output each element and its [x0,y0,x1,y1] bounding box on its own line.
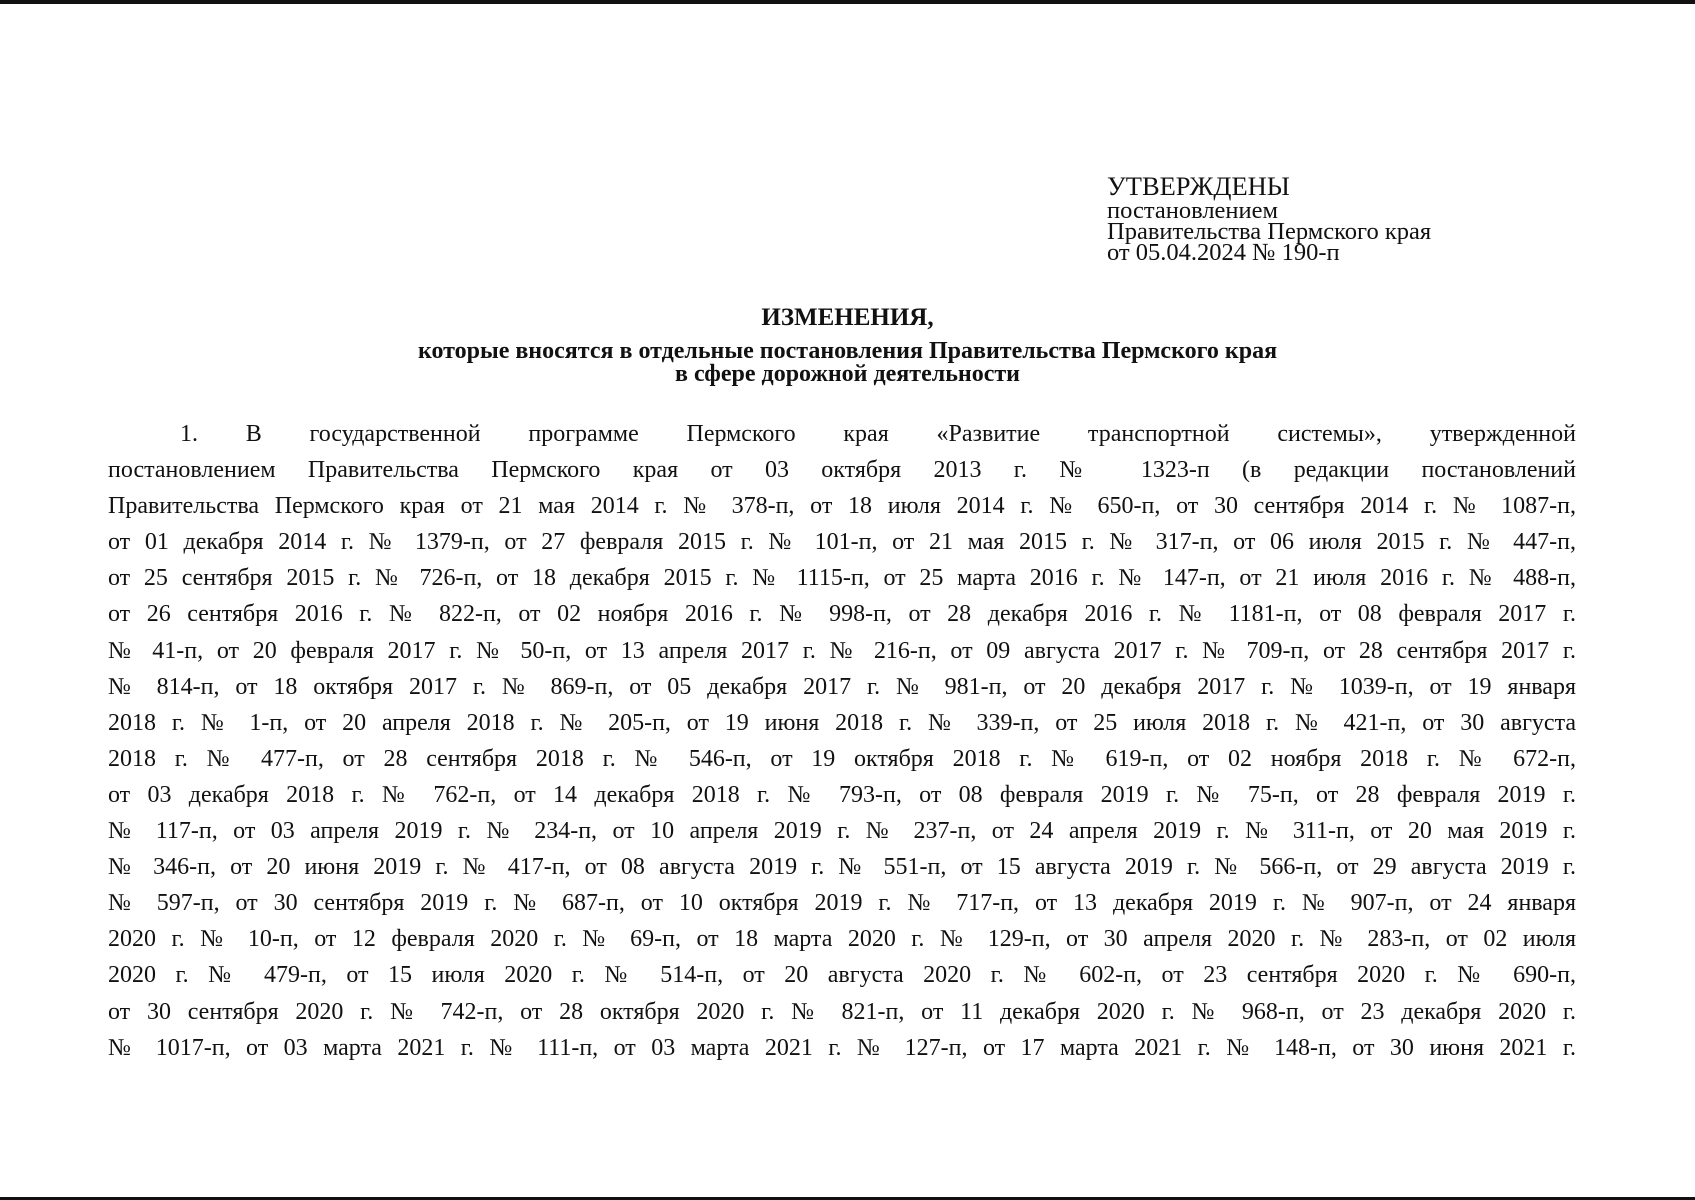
document-title: ИЗМЕНЕНИЯ, [761,304,934,331]
approval-block [1107,171,1527,266]
body-line: № 814-п, от 18 октября 2017 г. № 869-п, от 05 декабря 2017 г. № 981-п, от 20 декабря 2017 г. № 1039-п, от 19 января [108,673,1576,700]
body-line: № 41-п, от 20 февраля 2017 г. № 50-п, от 13 апреля 2017 г. № 216-п, от 09 августа 2017 г. № 709-п, от 28 сентября 2017 г. [108,637,1576,664]
body-line: постановлением Правительства Пермского края от 03 октября 2013 г. № 1323-п (в редакции постановлений [108,457,1576,484]
body-line: от 01 декабря 2014 г. № 1379-п, от 27 февраля 2015 г. № 101-п, от 21 мая 2015 г. № 317-п, от 06 июля 2015 г. № 447-п, [108,529,1576,556]
body-paragraph [108,416,1576,1066]
body-line: от 30 сентября 2020 г. № 742-п, от 28 октября 2020 г. № 821-п, от 11 декабря 2020 г. № 968-п, от 23 декабря 2020 г. [108,998,1576,1025]
subtitle-line-2: в сфере дорожной деятельности [675,361,1020,387]
body-line: 2018 г. № 477-п, от 28 сентября 2018 г. № 546-п, от 19 октября 2018 г. № 619-п, от 02 ноября 2018 г. № 672-п, [108,745,1576,772]
body-line: № 597-п, от 30 сентября 2019 г. № 687-п, от 10 октября 2019 г. № 717-п, от 13 декабря 2019 г. № 907-п, от 24 января [108,890,1576,917]
body-line: № 346-п, от 20 июня 2019 г. № 417-п, от 08 августа 2019 г. № 551-п, от 15 августа 2019 г. № 566-п, от 29 августа 2019 г. [108,854,1576,881]
body-line: от 25 сентября 2015 г. № 726-п, от 18 декабря 2015 г. № 1115-п, от 25 марта 2016 г. № 147-п, от 21 июля 2016 г. № 488-п, [108,565,1576,592]
body-line: № 1017-п, от 03 марта 2021 г. № 111-п, от 03 марта 2021 г. № 127-п, от 17 марта 2021 г. № 148-п, от 30 июня 2021 г. [108,1034,1576,1061]
approval-line-3: от 05.04.2024 № 190-п [1107,239,1340,266]
body-line: 2020 г. № 10-п, от 12 февраля 2020 г. № 69-п, от 18 марта 2020 г. № 129-п, от 30 апреля 2020 г. № 283-п, от 02 июля [108,926,1576,953]
approval-stamp: УТВЕРЖДЕНЫ [1107,171,1290,201]
body-line: 2020 г. № 479-п, от 15 июля 2020 г. № 514-п, от 20 августа 2020 г. № 602-п, от 23 сентября 2020 г. № 690-п, [108,962,1576,989]
body-line: № 117-п, от 03 апреля 2019 г. № 234-п, от 10 апреля 2019 г. № 237-п, от 24 апреля 2019 г. № 311-п, от 20 мая 2019 г. [108,818,1576,845]
scan-top-edge [0,0,1695,4]
approval-line-1: постановлением [1107,197,1279,224]
body-line: 1. В государственной программе Пермского края «Развитие транспортной системы», утвержденной [180,421,1576,447]
body-line: 2018 г. № 1-п, от 20 апреля 2018 г. № 205-п, от 19 июня 2018 г. № 339-п, от 25 июля 2018 г. № 421-п, от 30 августа [108,709,1576,736]
body-line: от 26 сентября 2016 г. № 822-п, от 02 ноября 2016 г. № 998-п, от 28 декабря 2016 г. № 1181-п, от 08 февраля 2017 г. [108,601,1576,628]
body-line: от 03 декабря 2018 г. № 762-п, от 14 декабря 2018 г. № 793-п, от 08 февраля 2019 г. № 75-п, от 28 февраля 2019 г. [108,781,1576,808]
body-line: Правительства Пермского края от 21 мая 2014 г. № 378-п, от 18 июля 2014 г. № 650-п, от 30 сентября 2014 г. № 1087-п, [108,493,1576,520]
approval-line-2: Правительства Пермского края [1107,218,1432,245]
subtitle-line-1: которые вносятся в отдельные постановления Правительства Пермского края [417,338,1278,364]
document-subtitle [0,340,1695,386]
